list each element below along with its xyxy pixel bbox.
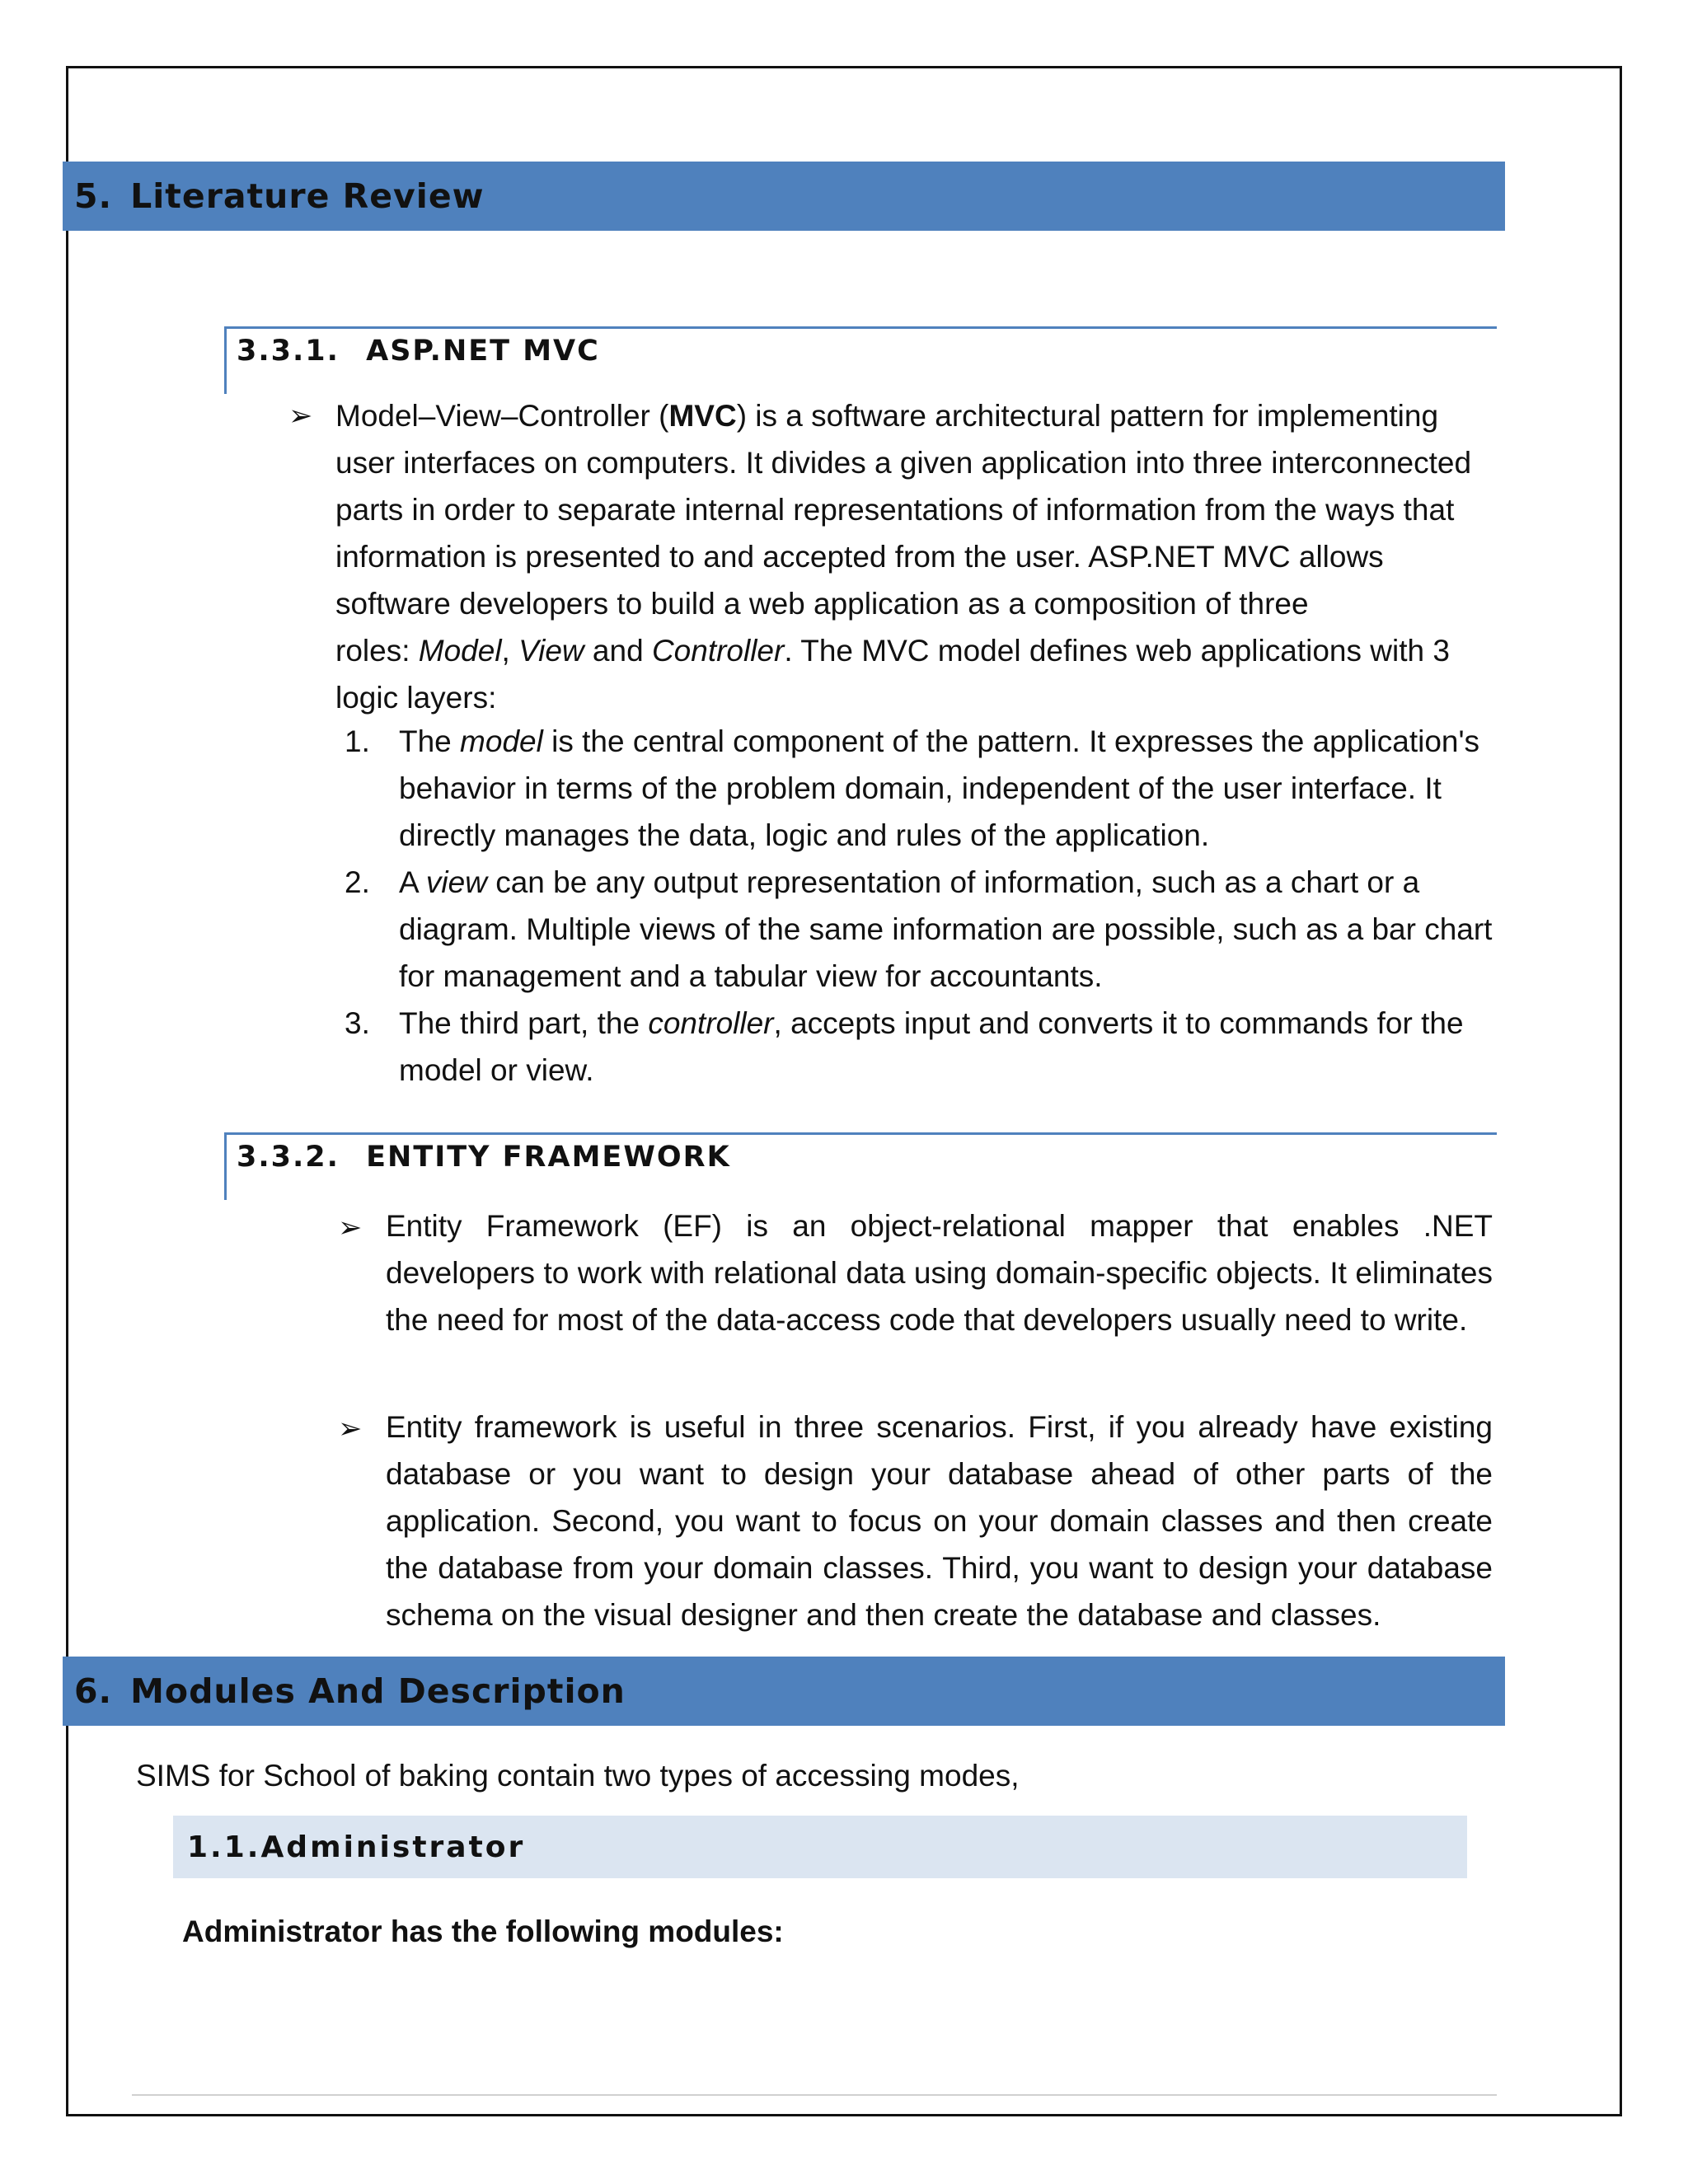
- modules-intro-text: SIMS for School of baking contain two types of accessing modes,: [136, 1759, 1020, 1793]
- list-number: 3.: [345, 1006, 370, 1040]
- list-italic: controller: [648, 1006, 774, 1040]
- mvc-numbered-list: [345, 718, 1498, 1094]
- mvc-text: ) is a software architectural pattern for implementing: [736, 399, 1439, 433]
- mvc-line: logic layers:: [335, 681, 497, 715]
- mvc-bold: MVC: [668, 399, 737, 433]
- mvc-text: . The MVC model defines web applications with 3: [784, 634, 1450, 668]
- list-item: [345, 718, 1498, 859]
- subsection-number: 3.3.1.: [237, 335, 340, 368]
- list-number: 1.: [345, 724, 370, 758]
- subsection-number: 3.3.2.: [237, 1141, 340, 1174]
- mvc-line: software developers to build a web application as a composition of three: [335, 587, 1309, 621]
- subsection-heading-aspnet-mvc: [224, 326, 1497, 394]
- mvc-italic: View: [518, 634, 584, 668]
- list-text: A: [399, 865, 426, 899]
- administrator-heading: 1.1.Administrator: [173, 1816, 1467, 1878]
- list-text: can be any output representation of information, such as a chart or a diagram. Multiple views of the same information are possible, such as a bar chart for management and a tabular view for accountants.: [399, 865, 1493, 993]
- arrow-bullet-icon: ➢: [338, 1413, 363, 1445]
- subsection-heading-entity-framework: [224, 1132, 1497, 1200]
- mvc-line: information is presented to and accepted from the user. ASP.NET MVC allows: [335, 540, 1384, 574]
- section-title: Literature Review: [130, 176, 485, 216]
- mvc-line: user interfaces on computers. It divides a given application into three interconnected: [335, 446, 1472, 480]
- mvc-text: ,: [501, 634, 519, 668]
- mvc-italic: Model: [418, 634, 502, 668]
- mvc-text: and: [584, 634, 652, 668]
- mvc-intro-paragraph: [335, 392, 1506, 721]
- arrow-bullet-icon: ➢: [288, 400, 313, 432]
- section-title: Modules And Description: [130, 1671, 626, 1711]
- subsection-title: ENTITY FRAMEWORK: [366, 1141, 731, 1174]
- section-number: 6.: [74, 1671, 113, 1711]
- ef-bullet-paragraph: Entity Framework (EF) is an object-relational mapper that enables .NET developers to work with relational data using domain-specific objects. It eliminates the need for most of the data-access code that developers usually need to write.: [386, 1209, 1493, 1337]
- section-number: 5.: [74, 176, 113, 216]
- list-text: is the central component of the pattern. It expresses the application's behavior in terms of the problem domain, independent of the user interface. It directly manages the data, logic and rules of the application.: [399, 724, 1480, 852]
- mvc-italic: Controller: [651, 634, 785, 668]
- mvc-text: Model–View–Controller (: [335, 399, 669, 433]
- list-text: The third part, the: [399, 1006, 649, 1040]
- list-italic: model: [460, 724, 543, 758]
- mvc-text: roles:: [335, 634, 419, 668]
- section-heading-literature-review: [63, 162, 1505, 231]
- list-italic: view: [425, 865, 487, 899]
- footer-rule: [132, 2094, 1497, 2096]
- arrow-bullet-icon: ➢: [338, 1212, 363, 1244]
- mvc-line: parts in order to separate internal representations of information from the ways that: [335, 493, 1455, 527]
- administrator-subtext: Administrator has the following modules:: [182, 1915, 784, 1948]
- list-item: [345, 1000, 1498, 1094]
- ef-bullet-paragraph: Entity framework is useful in three scenarios. First, if you already have existing database or you want to design your database ahead of other parts of the application. Second, you want to focus on your domain classes and then create the database from your domain classes. Third, you want to design your database schema on the visual designer and then create the database and classes.: [386, 1410, 1493, 1632]
- section-heading-modules: [63, 1657, 1505, 1726]
- list-number: 2.: [345, 865, 370, 899]
- subsection-title: ASP.NET MVC: [366, 335, 600, 368]
- list-text: The: [399, 724, 461, 758]
- list-item: [345, 859, 1498, 1000]
- list-text: , accepts input and converts it to commands for the model or view.: [399, 1006, 1464, 1087]
